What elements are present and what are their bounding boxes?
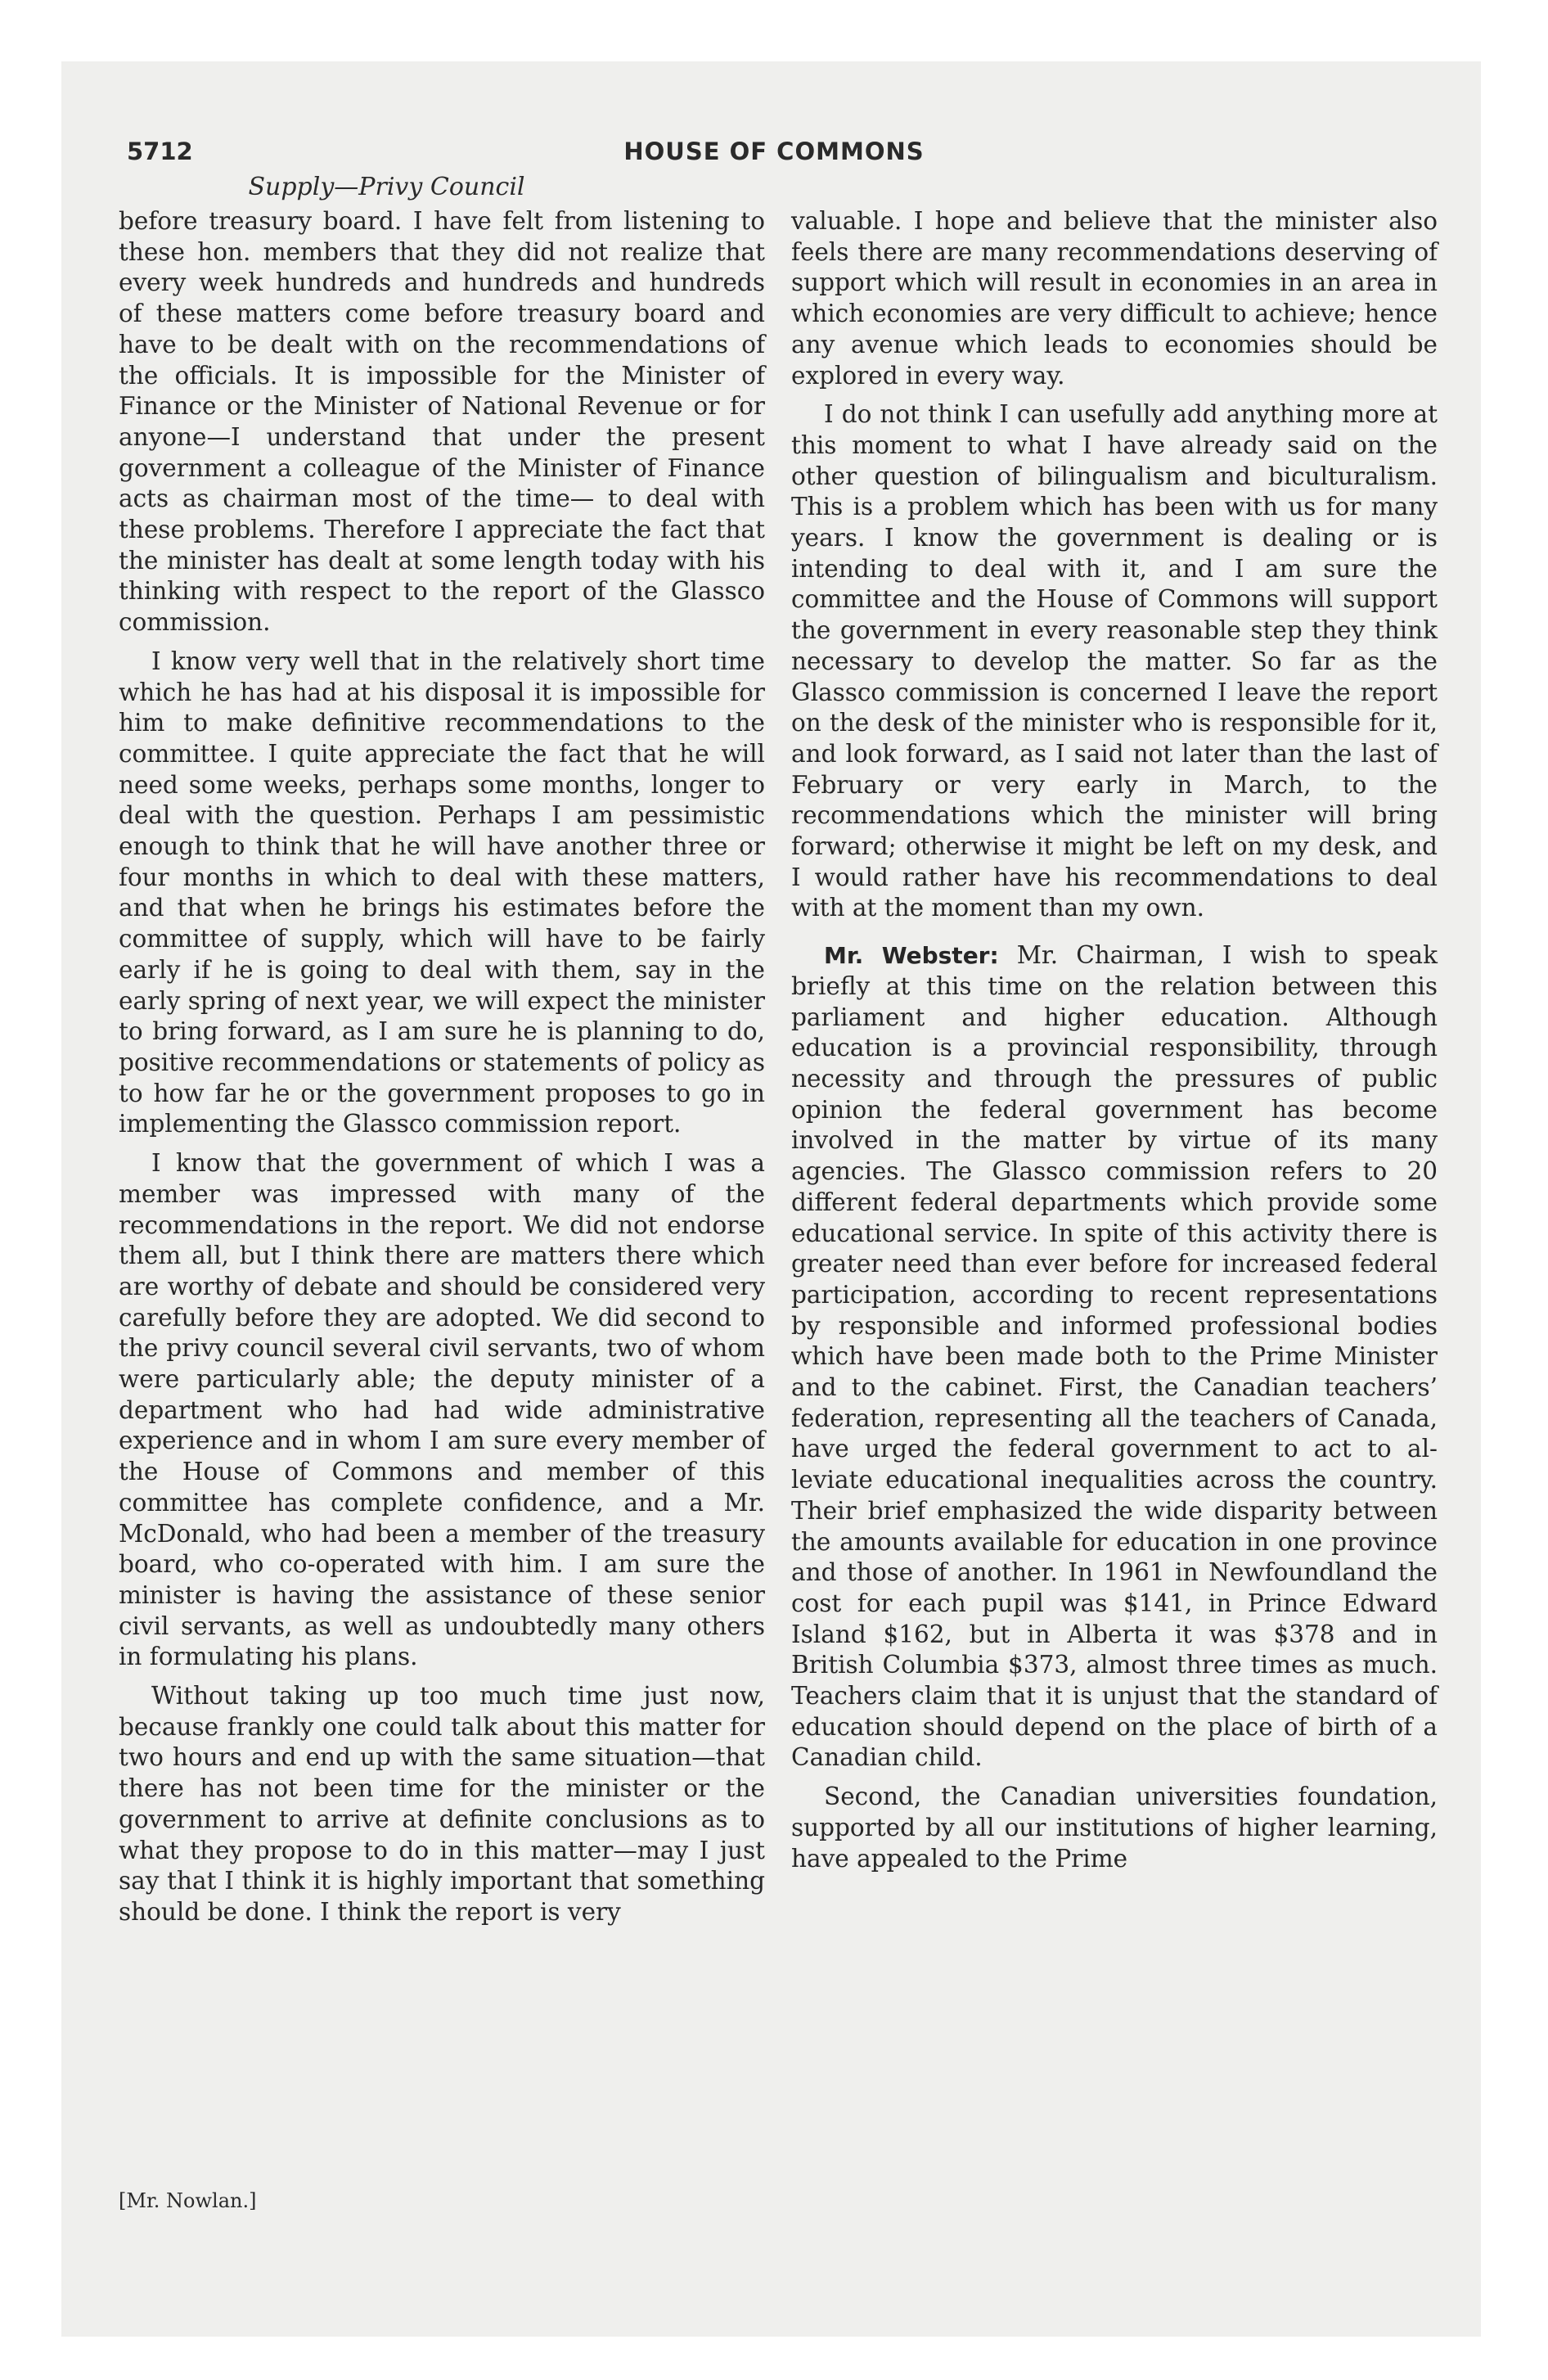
paragraph: valuable. I hope and believe that the minister also feels there are many recommendations deserving of support which will result in economies in an area in which economies are very difficult to achieve; hence any avenue which leads to economies should be explored in every way. [791,207,1438,390]
paragraph: Without taking up too much time just now, because frankly one could talk about this matter for two hours and end up with the same situation—that there has not been time for the minister or the government to arrive at definite conclusions as to what they propose to do in this matter—may I just say that I think it is highly important that something should be done. I think the report is very [119,1682,765,1926]
speaker-name: Mr. Webster: [824,942,999,970]
speech-paragraph [791,940,1438,1774]
paragraph: I know that the government of which I was a member was impressed with many of the recommendations in the report. We did not endorse them all, but I think there are matters there which are worthy of debate and should be considered very carefully before they are adopted. We did second to the privy council several civil servants, two of whom were particularly able; the deputy minister of a department who had had wide administrative experience and in whom I am sure every member of the House of Commons and member of this committee has complete confidence, and a Mr. McDonald, who had been a member of the treasury board, who co-operated with him. I am sure the minister is having the assistance of these senior civil servants, as well as undoubtedly many others in formulating his plans. [119,1149,765,1671]
paragraph: Second, the Canadian universities foundation, supported by all our institutions of higher learning, have appealed to the Prime [791,1783,1438,1873]
right-column [791,206,1438,1882]
speech-text: Mr. Chairman, I wish to speak briefly at this time on the relation between this parliament and higher education. Although education is a provincial responsibility, through necessity and through the pressures of public opinion the federal government has become involved in the matter by virtue of its many agencies. The Glassco commission refers to 20 different federal departments which provide some educational service. In spite of this activity there is greater need than ever before for increased federal participation, according to recent representations by responsible and informed professional bodies which have been made both to the Prime Minister and to the cabinet. First, the Canadian teachers’ federation, representing all the teachers of Canada, have urged the federal government to act to alleviate educational inequalities across the country. Their brief emphasized the wide disparity between the amounts available for education in one province and those of another. In 1961 in Newfoundland the cost for each pupil was $141, in Prince Edward Island $162, but in Alberta it was $378 and in British Columbia $373, almost three times as much. Teachers claim that it is unjust that the standard of education should depend on the place of birth of a Canadian child. [791,941,1438,1772]
running-head: HOUSE OF COMMONS [623,137,925,165]
paragraph: I do not think I can usefully add anything more at this moment to what I have already said on the other question of bilingualism and biculturalism. This is a problem which has been with us for many years. I know the government is dealing or is intending to deal with it, and I am sure the committee and the House of Commons will support the government in every reasonable step they think necessary to develop the matter. So far as the Glassco commission is concerned I leave the report on the desk of the minister who is responsible for it, and look forward, as I said not later than the last of February or very early in March, to the recommendations which the minister will bring forward; otherwise it might be left on my desk, and I would rather have his recommendations to deal with at the moment than my own. [791,400,1438,922]
footer-speaker-tag: [Mr. Nowlan.] [119,2189,257,2212]
left-column [119,206,765,1936]
page-number: 5712 [127,137,193,165]
paragraph: before treasury board. I have felt from listening to these hon. members that they did not realize that every week hundreds and hundreds and hundreds of these matters come before treasury board and have to be dealt with on the recommendations of the officials. It is impossible for the Minister of Finance or the Minister of National Revenue or for anyone—I understand that under the present government a colleague of the Minister of Finance acts as chairman most of the time— to deal with these problems. Therefore I appreciate the fact that the minister has dealt at some length today with his thinking with respect to the report of the Glassco commission. [119,207,765,637]
paragraph: I know very well that in the relatively short time which he has had at his disposal it is impossible for him to make definitive recommendations to the committee. I quite appreciate the fact that he will need some weeks, perhaps some months, longer to deal with the question. Perhaps I am pessimistic enough to think that he will have another three or four months in which to deal with these matters, and that when he brings his estimates before the committee of supply, which will have to be fairly early if he is going to deal with them, say in the early spring of next year, we will expect the minister to bring forward, as I am sure he is planning to do, positive recommendations or statements of policy as to how far he or the government proposes to go in implementing the Glassco commission report. [119,647,765,1138]
section-title: Supply—Privy Council [248,173,525,201]
